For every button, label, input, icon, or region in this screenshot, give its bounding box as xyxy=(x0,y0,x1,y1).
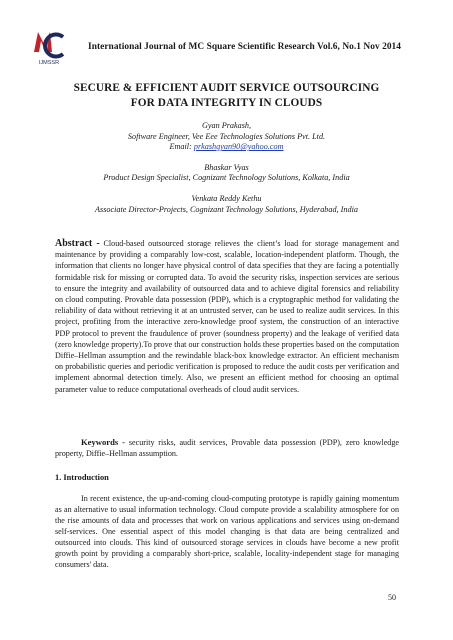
author-affiliation: Software Engineer, Vee Eee Technologies Solutions Pvt. Ltd. xyxy=(127,131,326,141)
author-affiliation: Product Design Specialist, Cognizant Technology Solutions, Kolkata, India xyxy=(103,173,350,183)
logo-text: IJMSSR xyxy=(38,60,60,66)
author-email-line xyxy=(30,142,423,153)
abstract-label: Abstract - xyxy=(55,238,100,249)
keywords-text: security risks, audit services, Provable data possession (PDP), zero knowledge property, Diffie–Hellman assumption. xyxy=(55,438,399,459)
author-affiliation: Associate Director-Projects, Cognizant Technology Solutions, Hyderabad, India xyxy=(95,204,358,214)
author-name: Bhaskar Vyas xyxy=(204,162,249,172)
author-name: Gyan Prakash, xyxy=(201,121,252,130)
keywords-label: Keywords - xyxy=(81,437,126,447)
author-3 xyxy=(30,194,423,215)
section-heading: 1. Introduction xyxy=(55,473,109,482)
title-line-2: FOR DATA INTEGRITY IN CLOUDS xyxy=(130,97,323,109)
title-line-1: SECURE & EFFICIENT AUDIT SERVICE OUTSOURCING xyxy=(73,82,380,94)
paper-title xyxy=(40,81,413,111)
abstract-text: Cloud-based outsourced storage relieves the client’s load for storage management and maintenance by providing a comparably low-cost, scalable, location-independent platform. Though, the information that clients no longer have physical control of data specifies that they are facing a potentially formidable risk for missing or corrupted data. To avoid the security risks, inspection services are serious to ensure the integrity and availability of outsourced data and to achieve digital forensics and reliability on cloud computing. Provable data possession (PDP), which is a cryptographic method for validating the reliability of data without retrieving it at an untrusted server, can be used to realize audit services. In this project, profiting from the interactive zero-knowledge proof system, the construction of an interactive PDP protocol to prevent the fraudulence of prover (soundness property) and the leakage of verified data (zero knowledge property).To prove that our construction holds these properties based on the computation Diffie–Hellman assumption and the rewindable black-box knowledge extractor. An efficient mechanism on probabilistic queries and periodic verification is proposed to reduce the audit costs per verification and implement abnormal detection timely. Also, we present an efficient method for choosing an optimal parameter value to reduce computational overheads of cloud audit services. xyxy=(55,239,399,394)
email-link[interactable]: prkashgyan90@yahoo.com xyxy=(193,142,284,152)
page-number: 50 xyxy=(388,593,396,602)
author-name: Venkata Reddy Kethu xyxy=(191,193,262,203)
journal-logo xyxy=(32,28,66,68)
keywords xyxy=(55,437,399,459)
journal-header: International Journal of MC Square Scientific Research Vol.6, No.1 Nov 2014 xyxy=(88,42,402,52)
introduction-paragraph: In recent existence, the up-and-coming cloud-computing prototype is rapidly gaining momentum as an alternative to usual information technology. Cloud compute provide a scalability atmosphere for on the rise amounts of data and processes that work on various applications and services using on-demand self-services. One essential aspect of this model changing is that data are being centralized and outsourced into clouds. This kind of outsourced storage services in clouds have become a new profit growth point by providing a comparably short-price, scalable, locality-independent stage for managing consumers' data. xyxy=(55,494,399,569)
author-block xyxy=(30,121,423,225)
author-1 xyxy=(30,121,423,153)
author-2 xyxy=(30,163,423,184)
email-label: Email: xyxy=(169,142,194,152)
abstract xyxy=(55,238,399,395)
